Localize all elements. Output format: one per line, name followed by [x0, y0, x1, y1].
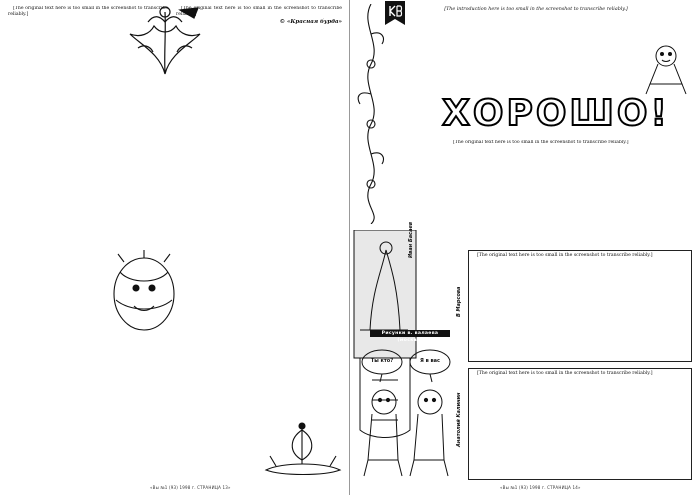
left-column-1 [8, 6, 168, 476]
story-box-bottom-tab: Анатолий Калинин [456, 392, 462, 448]
ornament-illustration-middle [100, 250, 188, 338]
signature: © «Красная бурда» [279, 18, 342, 25]
story-bottom-paragraph: [The original text here is too small in the screenshot to transcribe reliably.] [477, 371, 653, 376]
story-box-bottom [468, 368, 692, 480]
illustration-caption: Рисунки в. валаева (москва) [370, 330, 450, 337]
title-banner [422, 92, 690, 136]
intro-block [386, 6, 686, 13]
left-col2-paragraph: [The original text here is too small in the screenshot to transcribe reliably.] [176, 6, 342, 17]
cartoon-top-right [636, 38, 694, 96]
speech-bubble-1: Ты кто? [370, 358, 394, 364]
page-title: ХОРОШО! [442, 93, 670, 134]
right-page-footer: «Вы №1 (93) 1998 г. СТРАНИЦА 14» [500, 485, 581, 490]
left-column-2 [176, 6, 342, 476]
right-main-column [448, 140, 692, 246]
side-author-tab: Иван Басаев [408, 222, 414, 258]
right-main-paragraph: [The original text here is too small in the screenshot to transcribe reliably.] [453, 140, 629, 145]
speech-bubble-2: Я в вас [420, 358, 440, 364]
left-page-footer: «Вы №1 (93) 1998 г. СТРАНИЦА 13» [150, 485, 231, 490]
ornament-vertical-left [352, 4, 390, 224]
left-col1-paragraph: [The original text here is too small in the screenshot to transcribe reliably.] [8, 6, 168, 17]
story-box-top [468, 250, 692, 362]
story-top-paragraph: [The original text here is too small in the screenshot to transcribe reliably.] [477, 253, 653, 258]
intro-text: [The introduction here is too small in the screenshot to transcribe reliably.] [444, 7, 628, 12]
ornament-illustration-bottom [262, 420, 344, 478]
story-box-top-tab: В Марсова [456, 286, 462, 318]
